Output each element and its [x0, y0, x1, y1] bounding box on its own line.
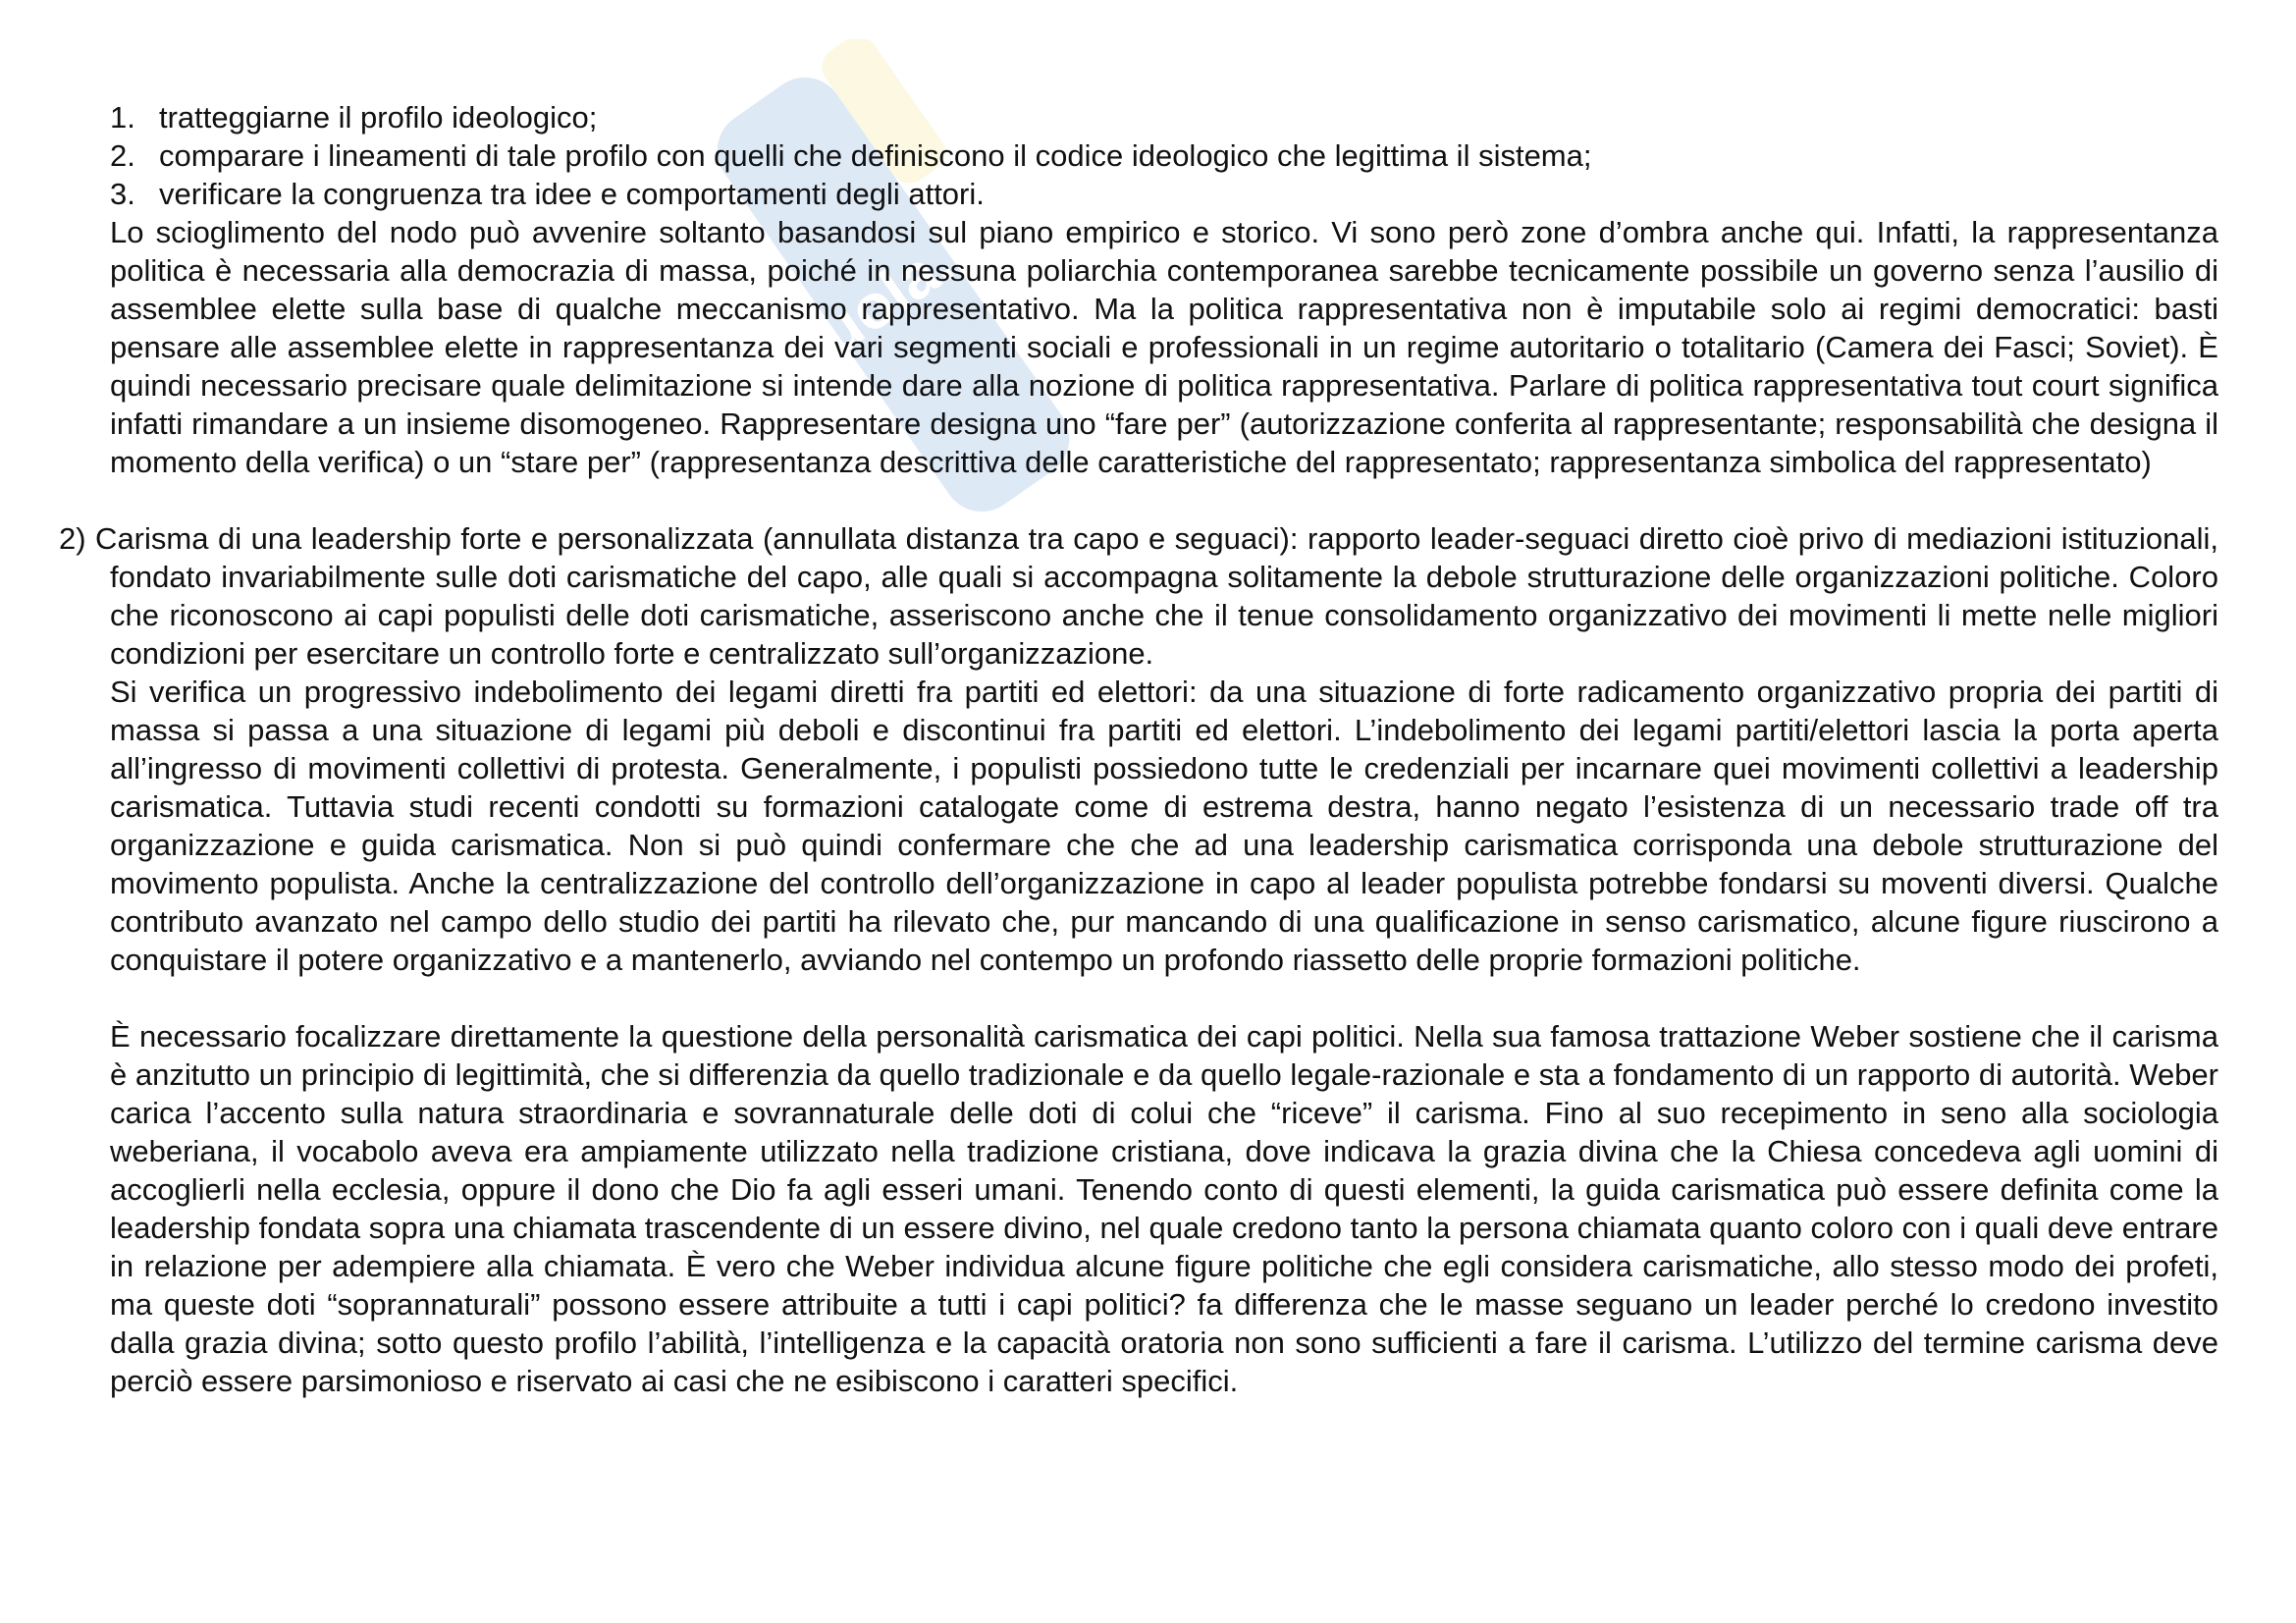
- list-item-number: 2.: [110, 138, 135, 173]
- list-item-text: verificare la congruenza tra idee e comportamenti degli attori.: [159, 177, 985, 211]
- paragraph-indebolimento-legami: Si verifica un progressivo indebolimento dei legami diretti fra partiti ed elettori: da una situazione di forte radicamento organizzativo propria dei partiti di massa si passa a una situazione di legami più deboli e discontinui fra partiti ed elettori. L’indebolimento dei legami partiti/elettori lascia la porta aperta all’ingresso di movimenti collettivi di protesta. Generalmente, i populisti possiedono tutte le credenziali per incarnare quei movimenti collettivi a leadership carismatica. Tuttavia studi recenti condotti su formazioni catalogate come di estrema destra, hanno negato l’esistenza di un necessario trade off tra organizzazione e guida carismatica. Non si può quindi confermare che che ad una leadership carismatica corrisponda una debole strutturazione del movimento populista. Anche la centralizzazione del controllo dell’organizzazione in capo al leader populista potrebbe fondarsi su moventi diversi. Qualche contributo avanzato nel campo dello studio dei partiti ha rilevato che, pur mancando di una qualificazione in senso carismatico, alcune figure riuscirono a conquistare il potere organizzativo e a mantenerlo, avviando nel contempo un profondo riassetto delle proprie formazioni politiche.: [110, 675, 2218, 977]
- paragraph-rappresentanza: Lo scioglimento del nodo può avvenire soltanto basandosi sul piano empirico e storico. Vi sono però zone d’ombra anche qui. Infatti, la rappresentanza politica è necessaria alla democrazia di massa, poiché in nessuna poliarchia contemporanea sarebbe tecnicamente possibile un governo senza l’ausilio di assemblee elette sulla base di qualche meccanismo rappresentativo. Ma la politica rappresentativa non è imputabile solo ai regimi democratici: basti pensare alle assemblee elette in rappresentanza dei vari segmenti sociali e professionali in un regime autoritario o totalitario (Camera dei Fasci; Soviet). È quindi necessario precisare quale delimitazione si intende dare alla nozione di politica rappresentativa. Parlare di politica rappresentativa tout court significa infatti rimandare a un insieme disomogeneo. Rappresentare designa uno “fare per” (autorizzazione conferita al rappresentante; responsabilità che designa il momento della verifica) o un “stare per” (rappresentanza descrittiva delle caratteristiche del rappresentato; rappresentanza simbolica del rappresentato): [110, 215, 2218, 479]
- section-carisma: 2) Carisma di una leadership forte e personalizzata (annullata distanza tra capo e seguaci): rapporto leader-seguaci diretto cioè privo di mediazioni istituzionali, fondato invariabilmente sulle doti carismatiche del capo, alle quali si accompagna solitamente la debole strutturazione delle organizzazioni politiche. Coloro che riconoscono ai capi populisti delle doti carismatiche, asseriscono anche che il tenue consolidamento organizzativo dei movimenti li mette nelle migliori condizioni per esercitare un controllo forte e centralizzato sull’organizzazione.: [59, 521, 2218, 671]
- paragraph-weber-carisma: È necessario focalizzare direttamente la questione della personalità carismatica dei capi politici. Nella sua famosa trattazione Weber sostiene che il carisma è anzitutto un principio di legittimità, che si differenzia da quello tradizionale e da quello legale-razionale e sta a fondamento di un rapporto di autorità. Weber carica l’accento sulla natura straordinaria e sovrannaturale delle doti di colui che “riceve” il carisma. Fino al suo recepimento in seno alla sociologia weberiana, il vocabolo aveva era ampiamente utilizzato nella tradizione cristiana, dove indicava la grazia divina che la Chiesa concedeva agli uomini di accoglierli nella ecclesia, oppure il dono che Dio fa agli esseri umani. Tenendo conto di questi elementi, la guida carismatica può essere definita come la leadership fondata sopra una chiamata trascendente di un essere divino, nel quale credono tanto la persona chiamata quanto coloro con i quali deve entrare in relazione per adempiere alla chiamata. È vero che Weber individua alcune figure politiche che egli considera carismatiche, allo stesso modo dei profeti, ma queste doti “soprannaturali” possono essere attribuite a tutti i capi politici? fa differenza che le masse seguano un leader perché lo credono investito dalla grazia divina; sotto questo profilo l’abilità, l’intelligenza e la capacità oratoria non sono sufficienti a fare il carisma. L’utilizzo del termine carisma deve perciò essere parsimonioso e riservato ai casi che ne esibiscono i caratteri specifici.: [110, 1019, 2218, 1398]
- list-item-number: 3.: [110, 177, 135, 211]
- list-item: [59, 136, 2218, 175]
- list-item-text: tratteggiarne il profilo ideologico;: [159, 100, 598, 135]
- list-item: [59, 98, 2218, 136]
- list-item-number: 1.: [110, 100, 135, 135]
- document-body: [59, 98, 2218, 1400]
- list-item-text: comparare i lineamenti di tale profilo con quelli che definiscono il codice ideologico che legittima il sistema;: [159, 138, 1592, 173]
- spacer: [59, 979, 2218, 1017]
- spacer: [59, 481, 2218, 519]
- watermark-label: Skuola.net: [741, 173, 1043, 413]
- list-item: [59, 175, 2218, 213]
- numbered-list: [59, 98, 2218, 213]
